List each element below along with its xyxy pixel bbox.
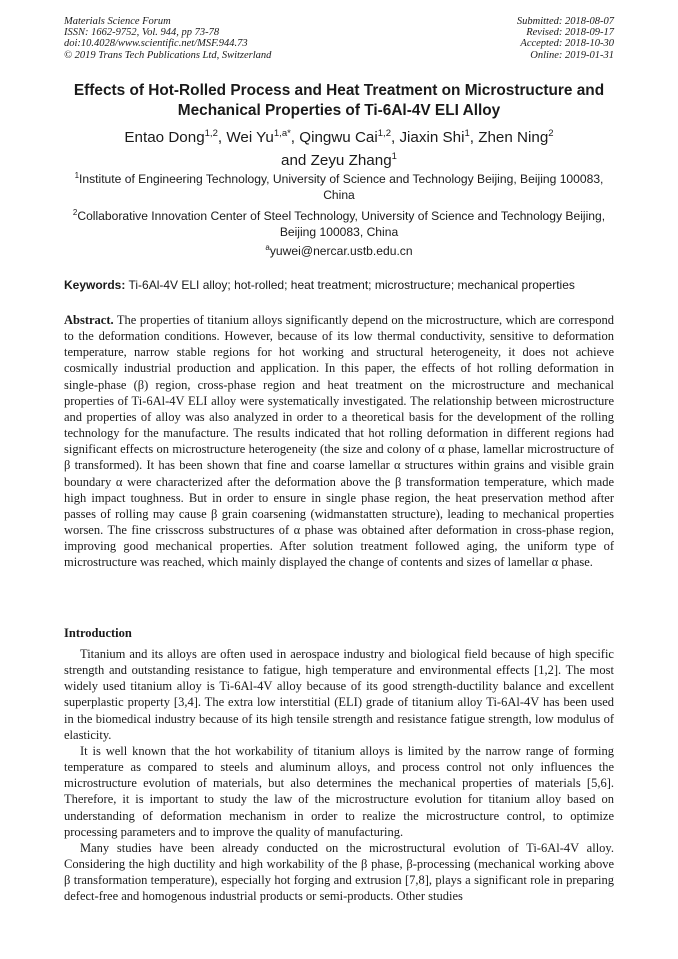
author-list: Entao Dong$^{1,2}$, Wei $Yu^{1,a*}$, Qingwu Cai$^{1,2}$, Jiaxin Shi$^1$, Zhen Ning$^2$ and Zeyu Zhang$^1$ xyxy=(124,128,554,170)
author-name: Zeyu Zhang xyxy=(310,152,392,170)
author-affiliation-marker: 1,2 xyxy=(377,128,391,139)
author-affiliation-marker: 1 xyxy=(464,128,470,139)
introduction-paragraph: It is well known that the hot workability of titanium alloys is limited by the narrow range of forming temperature as compared to steels and aluminum alloys, and process control not only influences the microstructure evolution of materials, but also determines the mechanical properties of materials [5,6]. Therefore, it is important to study the law of the microstructure evolution for titanium alloy based on understanding of deformation mechanism in order to realize the microstructure control, to optimize processing parameters and to improve the quality of manufacturing. xyxy=(64,743,614,839)
date-submitted: Submitted: 2018-08-07 xyxy=(516,16,614,27)
author-name: Zhen Ning xyxy=(478,129,549,147)
date-accepted: Accepted: 2018-10-30 xyxy=(520,38,614,50)
abstract-label: Abstract. xyxy=(64,313,114,327)
journal-info xyxy=(64,16,271,61)
author-affiliation-marker: 1,a* xyxy=(273,128,291,139)
affiliation-text: Collaborative Innovation Center of Steel Technology, University of Science and Technology Beijing, Beijing 100083, China xyxy=(77,209,606,239)
introduction-paragraph: Titanium and its alloys are often used in aerospace industry and biological field because of high specific strength and outstanding resistance to fatigue, high temperature and environmental effects [1,2]. The most widely used titanium alloy is Ti-6Al-4V alloy because of its good strength-ductility balance and excellent superplastic property [3,4]. The extra low interstitial (ELI) grade of titanium alloy Ti-6Al-4V has been used in the biomedical industry because of its high tensile strength and resistance fatigue strength, low modulus of elasticity. xyxy=(64,647,614,742)
author-name: Qingwu Cai xyxy=(299,129,378,147)
corresponding-email xyxy=(64,240,614,260)
date-revised: Revised: 2018-09-17 xyxy=(526,27,614,39)
keywords-label: Keywords: xyxy=(64,278,126,292)
introduction-paragraph: Many studies have been already conducted on the microstructural evolution of Ti-6Al-4V alloy. Considering the high ductility and high workability of the β phase, β-processing (mechanical working above β transformation temperature), especially hot forging and extrusion [7,8], plays a significant role in preparing defect-free and homogenous industrial products or semi-products. Other studies xyxy=(64,840,614,904)
author-affiliation-marker: 1,2 xyxy=(204,128,218,139)
affiliation-2 xyxy=(64,205,614,240)
introduction-body xyxy=(64,646,614,905)
keywords-text: Ti-6Al-4V ELI alloy; hot-rolled; heat treatment; microstructure; mechanical properties xyxy=(128,278,575,292)
author-affiliation-marker: 1 xyxy=(391,151,397,163)
email-marker: a xyxy=(265,243,270,252)
affiliation-marker: 1 xyxy=(74,171,80,180)
journal-copyright: © 2019 Trans Tech Publications Ltd, Switzerland xyxy=(64,49,272,61)
affiliation-marker: 2 xyxy=(72,208,78,217)
author-name: Entao Dong xyxy=(124,129,205,147)
journal-issn: ISSN: 1662-9752, Vol. 944, pp 73-78 xyxy=(64,27,220,39)
keywords xyxy=(64,278,624,292)
introduction-heading: Introduction xyxy=(64,626,132,640)
author-name: Jiaxin Shi xyxy=(399,129,465,147)
publication-dates xyxy=(517,16,614,61)
abstract xyxy=(64,312,614,571)
email-address[interactable]: yuwei@nercar.ustb.edu.cn xyxy=(269,244,413,259)
date-online: Online: 2019-01-31 xyxy=(530,49,614,61)
author-affiliation-marker: 2 xyxy=(548,128,554,139)
author-name: Wei Yu xyxy=(226,129,274,147)
abstract-text: The properties of titanium alloys significantly depend on the microstructure, which are correspond to the deformation conditions. However, because of its low thermal conductivity, sensitive to deformation temperature, narrow stable regions for hot working and structural heterogeneity, it does not achieve cosmically industrial production and application. In this paper, the effects of hot rolling deformation in single-phase (β) region, cross-phase region and heat treatment on the microstructure and mechanical properties of Ti-6Al-4V ELI alloy were systematically investigated. The relationship between microstructure and properties of alloy was also analyzed in order to a theoretical basis for the development of the rolling technology for the manufacture. The results indicated that hot rolling deformation in different regions had significant effects on microstructure heterogeneity (the size and colony of α phase, lamellar microstructure of β transformed). It has been shown that fine and coarse lamellar α structures within grains and visible grain boundary α were characterized after the deformation above the β transformation temperature, which made high impact toughness. But in order to ensure in single phase region, the heat preservation method after passes of rolling may cause β grain coarsening (widmanstatten structure), leading to mechanical properties worsen. The fine crisscross substructures of α phase was obtained after deformation in cross-phase region, improving good mechanical properties. After solution treatment followed aging, the uniform type of microstructure was reached, which mainly displayed the change of contents and sizes of lamellar α phase. xyxy=(64,313,614,570)
journal-doi[interactable]: doi:10.4028/www.scientific.net/MSF.944.73 xyxy=(64,38,248,50)
paper-title: Effects of Hot-Rolled Process and Heat Treatment on Microstructure and Mechanical Properties of Ti-6Al-4V ELI Alloy xyxy=(73,82,605,119)
affiliation-text: Institute of Engineering Technology, University of Science and Technology Beijing, Beijing 100083, China xyxy=(79,172,604,202)
affiliation-1 xyxy=(64,168,614,203)
journal-name: Materials Science Forum xyxy=(64,16,171,27)
